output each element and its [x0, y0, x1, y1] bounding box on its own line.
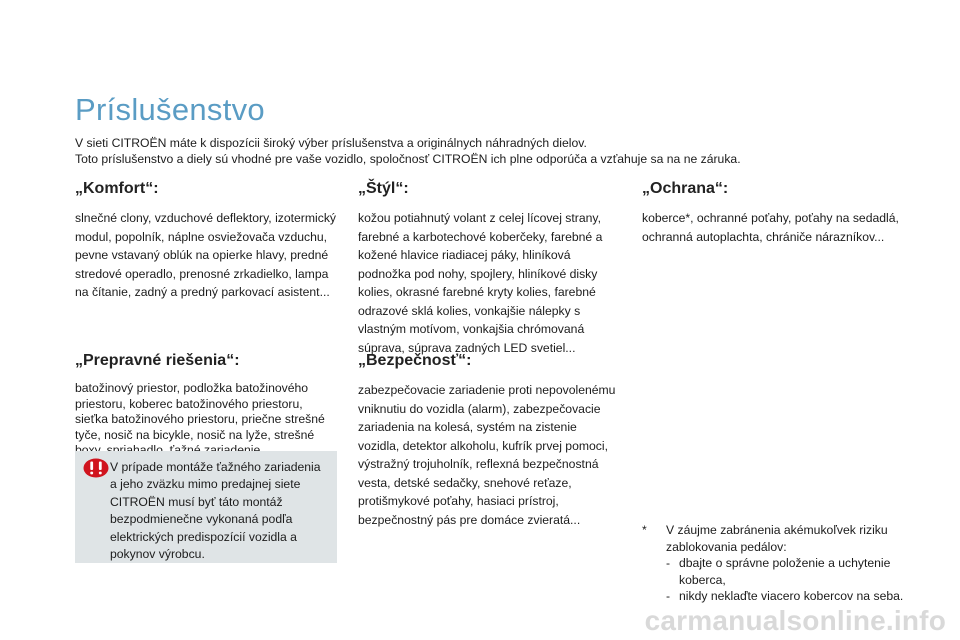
intro-line: V sieti CITROËN máte k dispozícii široký výber príslušenstva a originálnych náhradných dielov. [75, 136, 587, 150]
list-item [642, 555, 922, 588]
list-item [642, 588, 922, 605]
warning-exclamation-icon [83, 458, 109, 478]
warning-text: V prípade montáže ťažného zariadenia a jeho zväzku mimo predajnej siete CITROËN musí byť táto montáž bezpodmienečne vykonaná podľa elektrických predispozícií vozidla a pokynov výrobcu. [110, 460, 321, 562]
warning-box [75, 451, 337, 563]
section-prepravne-riesenia [75, 352, 337, 459]
page-title: Príslušenstvo [75, 92, 265, 127]
section-text: batožinový priestor, podložka batožinového priestoru, koberec batožinového priestoru, sieťka batožinového priestoru, priečne strešné tyče, nosič na bicykle, nosič na lyže, strešné [75, 381, 325, 442]
section-heading: „Bezpečnosť“: [358, 352, 472, 369]
section-heading: „Štýl“: [358, 180, 409, 197]
section-heading: „Ochrana“: [642, 180, 729, 197]
section-ochrana [642, 180, 917, 246]
section-text: zabezpečovacie zariadenie proti nepovolenému vniknutiu do vozidla (alarm), zabezpečovacie zariadenia na kolesá, systém na zistenie vozidla, detektor alkoholu, kufrík prvej pomoci, výstražný trojuholník, reflexná bezpečnostná vesta, detské sedačky, snehové reťaze, protišmykové poťahy, hasiaci prístroj, bezpečnostný pás pre domáce zvieratá... [358, 383, 616, 527]
intro-line: Toto príslušenstvo a diely sú vhodné pre vaše vozidlo, spoločnosť CITROËN ich plne odporúča a vzťahuje sa na ne záruka. [75, 152, 741, 166]
section-heading: „Komfort“: [75, 180, 159, 197]
list-item-text: nikdy neklaďte viacero kobercov na seba. [679, 589, 904, 604]
section-text: koberce*, ochranné poťahy, poťahy na sedadlá, ochranná autoplachta, chrániče nárazníkov... [642, 211, 899, 244]
footnote [642, 522, 922, 605]
watermark: carmanualsonline.info [644, 605, 946, 636]
footnote-list [642, 555, 922, 605]
list-dash: - [666, 589, 671, 604]
section-bezpecnost [358, 352, 620, 529]
section-heading: „Prepravné riešenia“: [75, 352, 240, 369]
section-styl [358, 180, 620, 357]
section-text: slnečné clony, vzduchové deflektory, izotermický modul, popolník, náplne osviežovača vzduchu, pevne vstavaný oblúk na opierke hlavy, predné stredové operadlo, prenosné zrkadielko, lampa na čítanie, zadný a predný parkovací asistent... [75, 211, 337, 299]
footnote-marker: * [642, 523, 647, 537]
intro-text [75, 135, 935, 167]
list-dash: - [666, 556, 671, 571]
footnote-text: V záujme zabránenia akémukoľvek riziku zablokovania pedálov: [666, 523, 888, 554]
section-text: kožou potiahnutý volant z celej lícovej strany, farebné a karbotechové koberčeky, farebné a kožené hlavice riadiacej páky, hliníková podnožka pod nohy, spojlery, hliníkové disky kolies, okrasné farebné kryty kolies, farebné odrazové sklá kolies, vonkajšie nálepky s vlastným motívom, vonkajšia chrómovaná súprava, súprava zadných LED svetiel... [358, 211, 603, 355]
list-item-text: dbajte o správne položenie a uchytenie koberca, [679, 556, 891, 587]
section-komfort [75, 180, 337, 302]
